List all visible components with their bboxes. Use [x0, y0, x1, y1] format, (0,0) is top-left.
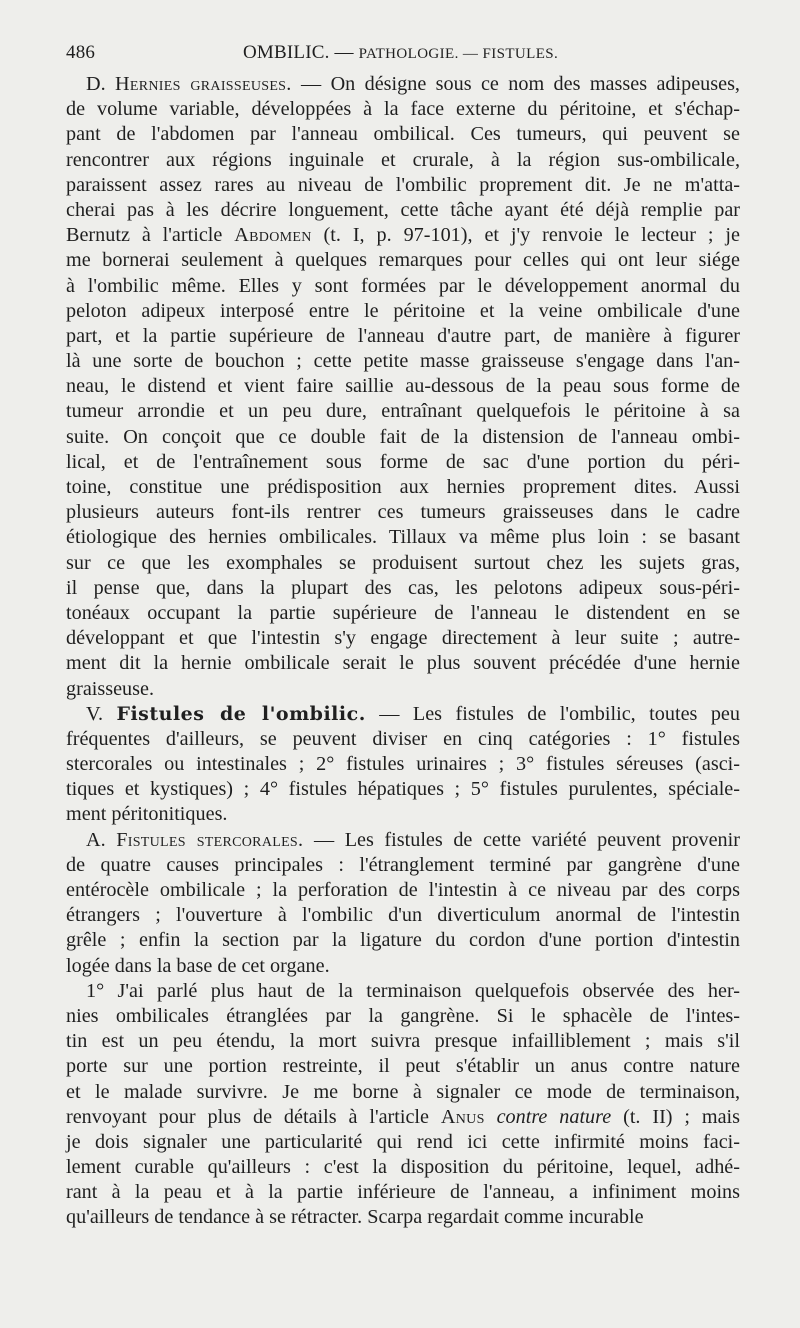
text-line	[66, 248, 740, 273]
text-run: me bornerai seulement à quelques remarques pour celles qui ont leur siége	[66, 249, 740, 272]
text-run: neau, le distend et vient faire saillie au-dessous de la peau sous forme de	[66, 375, 740, 398]
text-line	[66, 1205, 740, 1230]
text-line	[66, 878, 740, 903]
text-line	[66, 1130, 740, 1155]
text-run: part, et la partie supérieure de l'anneau d'autre part, de manière à figurer	[66, 324, 740, 347]
text-line	[66, 954, 740, 979]
bold-heading: Fistules de l'ombilic.	[116, 702, 366, 725]
text-run: tin est un peu étendu, la mort suivra presque infailliblement ; mais s'il	[66, 1030, 740, 1053]
text-run: tumeur arrondie et un peu dure, entraînant quelquefois le péritoine à sa	[66, 400, 740, 423]
text-run: D.	[86, 73, 116, 95]
text-run: — Les fistules de l'ombilic, toutes peu	[365, 702, 740, 725]
section-fistules-stercorales	[66, 828, 740, 979]
text-line	[66, 374, 740, 399]
small-caps-heading: Abdomen	[234, 224, 312, 247]
text-line	[66, 979, 740, 1004]
text-line	[66, 500, 740, 525]
text-run: suite. On conçoit que ce double fait de la distension de l'anneau ombi-	[66, 425, 740, 448]
text-line	[66, 349, 740, 374]
text-run: stercorales ou intestinales ; 2° fistules urinaires ; 3° fistules séreuses (asci-	[66, 753, 740, 776]
text-run: logée dans la base de cet organe.	[66, 954, 330, 977]
text-line	[66, 1054, 740, 1079]
text-line	[66, 198, 740, 223]
text-run: V.	[86, 702, 117, 725]
text-run: plusieurs auteurs font-ils rentrer ces tumeurs graisseuses dans le cadre	[66, 501, 740, 524]
text-run: 1° J'ai parlé plus haut de la terminaison quelquefois observée des her-	[86, 979, 740, 1002]
text-line	[66, 399, 740, 424]
body-text	[66, 72, 740, 1231]
text-run: A.	[86, 828, 117, 851]
text-line	[66, 122, 740, 147]
section-hernies-graisseuses	[66, 72, 740, 702]
text-run: (t. II) ; mais	[611, 1105, 740, 1128]
text-line	[66, 299, 740, 324]
section-paragraph-1	[66, 979, 740, 1231]
text-run: grêle ; enfin la section par la ligature du cordon d'une portion d'intestin	[66, 929, 740, 952]
text-run: peloton adipeux interposé entre le péritoine et la veine ombilicale d'une	[66, 299, 740, 322]
text-run: tiques et kystiques) ; 4° fistules hépatiques ; 5° fistules purulentes, spéciale-	[66, 778, 740, 801]
text-line	[66, 1029, 740, 1054]
text-run: nies ombilicales étranglées par la gangrène. Si le sphacèle de l'intes-	[66, 1004, 740, 1027]
text-run: et le malade survivre. Je me borne à signaler ce mode de terminaison,	[66, 1080, 740, 1103]
small-caps-heading: Fistules stercorales.	[116, 828, 304, 851]
text-run: à l'ombilic même. Elles y sont formées par le développement anormal du	[66, 274, 740, 297]
text-line	[66, 1180, 740, 1205]
text-line	[66, 828, 740, 853]
text-line	[66, 601, 740, 626]
text-line	[66, 148, 740, 173]
text-run: étrangers ; l'ouverture à l'ombilic d'un diverticulum anormal de l'intestin	[66, 904, 740, 927]
text-run: cherai pas à les décrire longuement, cette tâche ayant été déjà remplie par	[66, 198, 740, 221]
text-line	[66, 576, 740, 601]
text-line	[66, 702, 740, 727]
text-line	[66, 853, 740, 878]
text-run: ment péritonitiques.	[66, 803, 228, 826]
text-run: développant et que l'intestin s'y engage directement à leur suite ; autre-	[66, 627, 740, 650]
running-head	[66, 42, 740, 70]
text-line	[66, 626, 740, 651]
text-line	[66, 72, 740, 97]
text-line	[66, 1105, 740, 1130]
text-line	[66, 928, 740, 953]
text-run: qu'ailleurs de tendance à se rétracter. Scarpa regardait comme incurable	[66, 1206, 644, 1229]
text-run: pant de l'abdomen par l'anneau ombilical. Ces tumeurs, qui peuvent se	[66, 123, 740, 146]
text-run: de quatre causes principales : l'étranglement terminé par gangrène d'une	[66, 853, 740, 876]
text-run: renvoyant pour plus de détails à l'article	[66, 1105, 441, 1128]
text-run: lement curable qu'ailleurs : c'est la disposition du péritoine, lequel, adhé-	[66, 1156, 740, 1179]
text-line	[66, 903, 740, 928]
running-title-main: OMBILIC. —	[243, 42, 359, 63]
text-run: toine, constitue une prédisposition aux hernies proprement dites. Aussi	[66, 476, 740, 498]
text-run: fréquentes d'ailleurs, se peuvent diviser en cinq catégories : 1° fistules	[66, 727, 740, 750]
text-line	[66, 425, 740, 450]
text-line	[66, 1080, 740, 1105]
text-run: de volume variable, développées à la face externe du péritoine, et s'échap-	[66, 98, 740, 121]
text-run: porte sur une portion restreinte, il peut s'établir un anus contre nature	[66, 1055, 740, 1078]
italic-text: contre nature	[496, 1105, 612, 1128]
text-run: entérocèle ombilicale ; la perforation de l'intestin à ce niveau par des corps	[66, 879, 740, 901]
text-run: là une sorte de bouchon ; cette petite masse graisseuse s'engage dans l'an-	[66, 350, 740, 373]
text-run: lical, et de l'entraînement sous forme de sac d'une portion du péri-	[66, 450, 740, 473]
text-line	[66, 223, 740, 248]
text-line	[66, 1155, 740, 1180]
text-line	[66, 677, 740, 702]
section-fistules-ombilic	[66, 702, 740, 828]
text-line	[66, 802, 740, 827]
text-line	[66, 324, 740, 349]
text-run: rencontrer aux régions inguinale et crurale, à la région sus-ombilicale,	[66, 148, 740, 171]
text-run: (t. I, p. 97-101), et j'y renvoie le lecteur ; je	[311, 224, 740, 247]
text-run: Bernutz à l'article	[66, 224, 235, 247]
text-line	[66, 651, 740, 676]
page-number: 486	[66, 42, 96, 63]
text-run: je dois signaler une particularité qui rend ici cette infirmité moins faci-	[66, 1130, 740, 1153]
running-title-sub: PATHOLOGIE. — FISTULES.	[358, 46, 559, 62]
text-line	[66, 274, 740, 299]
text-run: rant à la peau et à la partie inférieure de l'anneau, a infiniment moins	[66, 1181, 740, 1204]
text-line	[66, 450, 740, 475]
text-line	[66, 1004, 740, 1029]
text-run	[485, 1106, 497, 1128]
text-run: paraissent assez rares au niveau de l'ombilic proprement dit. Je ne m'atta-	[66, 173, 740, 196]
text-run: il pense que, dans la plupart des cas, les pelotons adipeux sous-péri-	[66, 576, 740, 599]
text-run: — Les fistules de cette variété peuvent provenir	[303, 828, 740, 851]
text-run: tonéaux occupant la partie supérieure de l'anneau le distendent en se	[66, 601, 740, 624]
text-line	[66, 525, 740, 550]
text-run: — On désigne sous ce nom des masses adipeuses,	[291, 73, 740, 95]
small-caps-heading: Hernies graisseuses.	[115, 73, 292, 95]
text-run: étiologique des hernies ombilicales. Tillaux va même plus loin : se basant	[66, 526, 740, 549]
text-line	[66, 475, 740, 500]
text-line	[66, 97, 740, 122]
text-line	[66, 551, 740, 576]
running-title	[243, 42, 558, 64]
text-line	[66, 752, 740, 777]
text-run: graisseuse.	[66, 677, 155, 700]
text-run: sur ce que les exomphales se produisent surtout chez les sujets gras,	[66, 551, 740, 574]
small-caps-heading: Anus	[440, 1105, 485, 1128]
text-line	[66, 727, 740, 752]
text-run: ment dit la hernie ombilicale serait le plus souvent précédée d'une hernie	[66, 652, 740, 675]
text-line	[66, 173, 740, 198]
text-line	[66, 777, 740, 802]
